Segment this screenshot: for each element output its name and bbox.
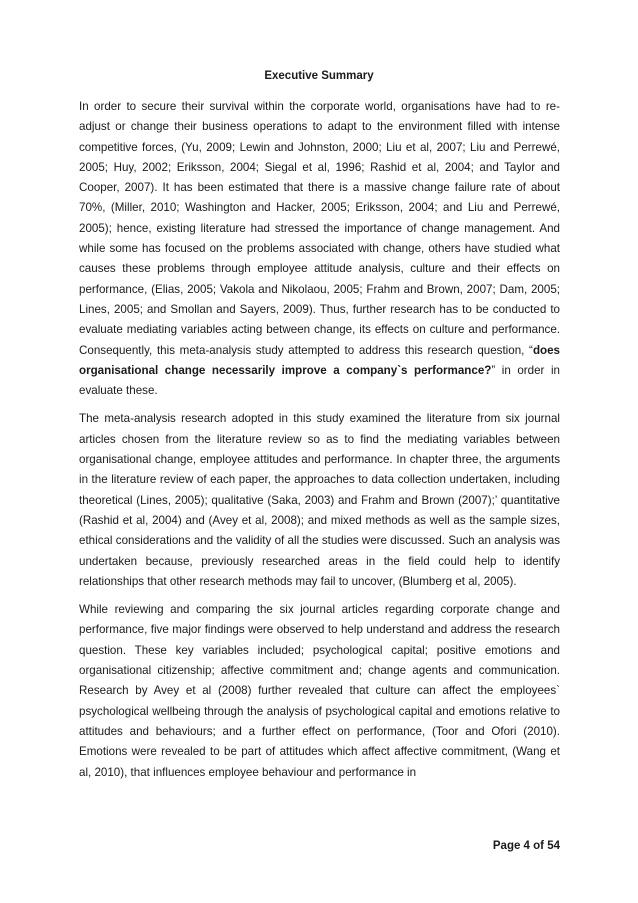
paragraph-1-tail: ” in order in evaluate these. [79,363,560,398]
body-text [79,97,560,791]
paragraph-1-text: In order to secure their survival within the corporate world, organisations have had to re-adjust or change their business operations to adapt to the environment filled with intense competitive forces, (Yu, 2009; Lewin and Johnston, 2000; Liu et al, 2007; Liu and Perrewé, 2005; Huy, 2002; Eriksson, 2004; Siegal et al, 1996; Rashid et al, 2004; and Taylor and Cooper, 2007). It has been estimated that there is a massive change failure rate of about 70%, (Miller, 2010; Washington and Hacker, 2005; Eriksson, 2004; and Liu and Perrewé, 2005); hence, existing literature had stressed the importance of change management. And while some has focused on the problems associated with change, others have studied what causes these problems through employee attitude analysis, culture and their effects on performance, (Elias, 2005; Vakola and Nikolaou, 2005; Frahm and Brown, 2007; Dam, 2005; Lines, 2005; and Smollan and Sayers, 2009). Thus, further research has to be conducted to evaluate mediating variables acting between change, its effects on culture and performance. Consequently, this meta-analysis study attempted to address this research question, “ [79,100,560,357]
paragraph-1 [79,97,560,401]
section-title: Executive Summary [264,70,374,82]
page-number: Page 4 of 54 [492,840,560,852]
paragraph-2: The meta-analysis research adopted in this study examined the literature from six journal articles chosen from the literature review so as to find the mediating variables between organisational change, employee attitudes and performance. In chapter three, the arguments in the literature review of each paper, the approaches to data collection undertaken, including theoretical (Lines, 2005); qualitative (Saka, 2003) and Frahm and Brown (2007);’ quantitative (Rashid et al, 2004) and (Avey et al, 2008); and mixed methods as well as the sample sizes, ethical considerations and the validity of all the studies were discussed. Such an analysis was undertaken because, previously researched areas in the field could help to identify relationships that other research methods may fail to uncover, (Blumberg et al, 2005). [79,412,560,588]
paragraph-3: While reviewing and comparing the six journal articles regarding corporate change and performance, five major findings were observed to help understand and address the research question. These key variables included; psychological capital; positive emotions and organisational citizenship; affective commitment and; change agents and communication. Research by Avey et al (2008) further revealed that culture can affect the employees` psychological wellbeing through the analysis of psychological capital and emotions relative to attitudes and behaviours; and a further effect on performance, (Toor and Ofori (2010). Emotions were revealed to be part of attitudes which affect affective commitment, (Wang et al, 2010), that influences employee behaviour and performance in [79,603,560,779]
research-question: does organisational change necessarily improve a company`s performance? [79,343,560,377]
